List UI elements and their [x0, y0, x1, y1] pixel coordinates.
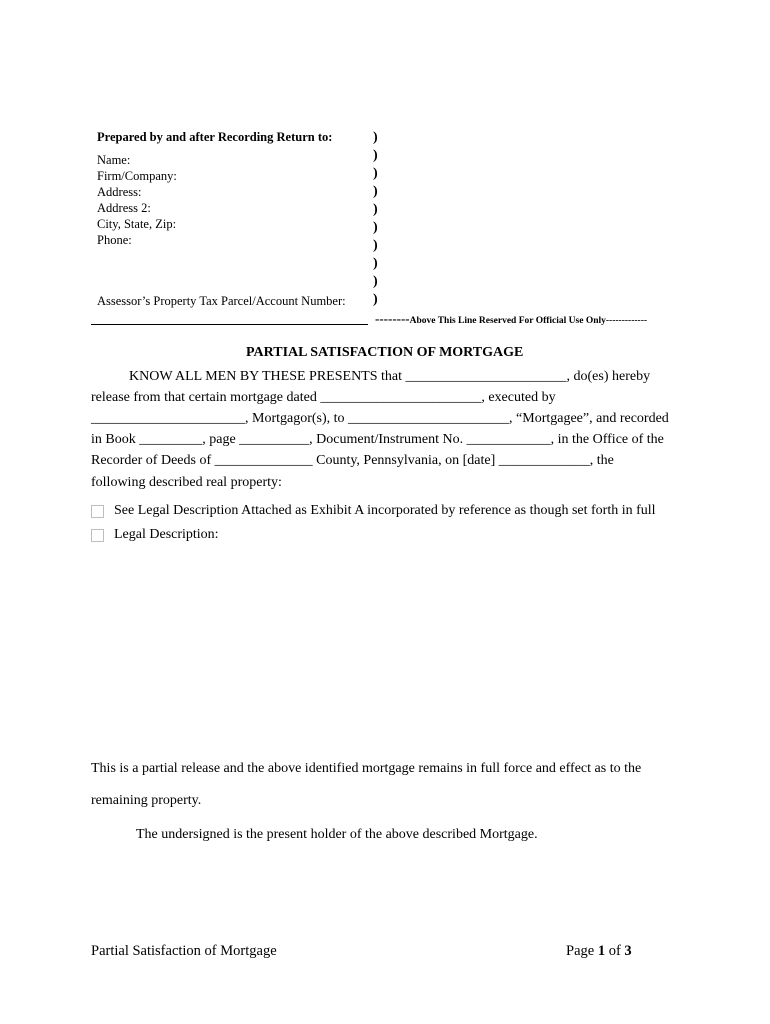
legal-description-checkbox[interactable] — [91, 529, 104, 542]
paragraph-line: KNOW ALL MEN BY THESE PRESENTS that _______________________, do(es) hereby — [129, 369, 651, 384]
paren: ) — [373, 184, 378, 199]
footer-title: Partial Satisfaction of Mortgage — [91, 943, 277, 959]
reserved-tail: ------------- — [605, 316, 648, 326]
page-indicator — [566, 943, 632, 960]
document-title: PARTIAL SATISFACTION OF MORTGAGE — [246, 345, 524, 360]
phone-label: Phone: — [97, 233, 132, 247]
release-statement-line: remaining property. — [91, 793, 202, 808]
header-divider-line — [91, 324, 368, 325]
paragraph-line: ______________________, Mortgagor(s), to _______________________, “Mortgagee”, and recorded — [91, 411, 669, 426]
paren: ) — [373, 202, 378, 217]
page-current: 1 — [597, 943, 606, 959]
holder-statement: The undersigned is the present holder of the above described Mortgage. — [136, 827, 538, 842]
paren: ) — [373, 220, 378, 235]
prepared-by-heading: Prepared by and after Recording Return to: — [97, 130, 333, 144]
release-statement-line: This is a partial release and the above identified mortgage remains in full force and effect as to the — [91, 761, 642, 776]
paragraph-line: in Book _________, page __________, Document/Instrument No. ____________, in the Office of the — [91, 432, 664, 447]
paren: ) — [373, 148, 378, 163]
paren: ) — [373, 166, 378, 181]
page-total: 3 — [624, 943, 632, 959]
paren: ) — [373, 256, 378, 271]
of-word: of — [608, 943, 621, 959]
legal-description-option-label: Legal Description: — [114, 527, 219, 542]
reserved-text: Above This Line Reserved For Official Use Only — [409, 316, 606, 326]
exhibit-a-option-label: See Legal Description Attached as Exhibit A incorporated by reference as though set forth in full — [114, 503, 656, 518]
paragraph-line: Recorder of Deeds of ______________ County, Pennsylvania, on [date] _____________, the — [91, 453, 614, 468]
reserved-dashes: -------- — [375, 311, 410, 326]
paren: ) — [373, 238, 378, 253]
page-word: Page — [566, 943, 595, 959]
paragraph-line: following described real property: — [91, 475, 282, 490]
paren: ) — [373, 292, 378, 307]
address-2-label: Address 2: — [97, 201, 151, 215]
firm-company-label: Firm/Company: — [97, 169, 177, 183]
city-state-zip-label: City, State, Zip: — [97, 217, 177, 231]
address-label: Address: — [97, 185, 142, 199]
exhibit-a-checkbox[interactable] — [91, 505, 104, 518]
paren: ) — [373, 274, 378, 289]
paragraph-line: release from that certain mortgage dated _______________________, executed by — [91, 390, 556, 405]
assessor-parcel-label: Assessor’s Property Tax Parcel/Account Number: — [97, 294, 346, 308]
paren: ) — [373, 130, 378, 145]
reserved-line-notice — [375, 311, 647, 327]
name-label: Name: — [97, 153, 131, 167]
